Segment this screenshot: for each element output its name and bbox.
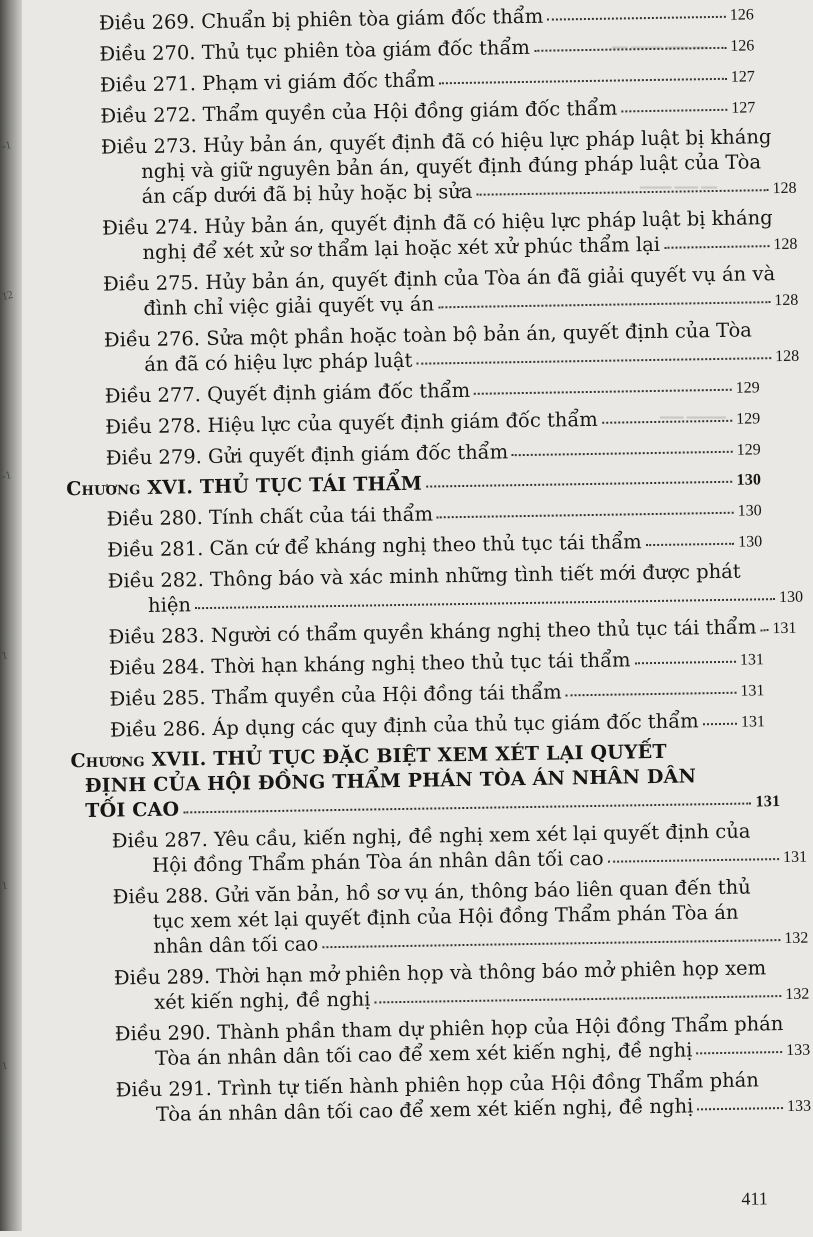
spine-mark: 1	[0, 1059, 9, 1073]
toc-page-number: 128	[772, 179, 797, 198]
toc-page-number: 132	[785, 985, 810, 1003]
toc-article	[103, 317, 800, 380]
toc-line-text: Điều 286. Áp dụng các quy định của thủ tục giám đốc thẩm	[109, 709, 699, 742]
toc-page-number: 130	[737, 502, 762, 520]
toc-article	[111, 818, 808, 881]
toc-line-text: án đã có hiệu lực pháp luật	[144, 348, 413, 376]
toc-article	[102, 261, 799, 324]
dot-leader	[602, 420, 732, 424]
dot-leader	[664, 245, 769, 249]
dot-leader	[534, 47, 726, 52]
toc-line-text: Điều 275. Hủy bản án, quyết định của Tòa án đã giải quyết vụ án và	[102, 262, 776, 296]
toc-line-text: Điều 271. Phạm vi giám đốc thẩm	[99, 68, 436, 97]
dot-leader	[697, 1107, 783, 1110]
dot-leader	[416, 357, 771, 365]
toc-line-text: Điều 272. Thẩm quyền của Hội đồng giám đốc thẩm	[100, 96, 618, 128]
dot-leader	[696, 1051, 782, 1054]
toc-line-text: Điều 279. Gửi quyết định giám đốc thẩm	[105, 440, 509, 470]
toc-page-number: 131	[740, 713, 766, 731]
dot-leader	[608, 858, 779, 863]
toc-page-number: 128	[774, 291, 799, 310]
toc-page-number: 129	[736, 441, 761, 459]
toc-line-text: nhân dân tối cao	[153, 932, 319, 958]
toc-page-number: 133	[785, 1041, 811, 1059]
toc-page-number: 127	[730, 68, 755, 86]
toc-line-text: tục xem xét lại quyết định của Hội đồng Thẩm phán Tòa án	[152, 900, 739, 933]
toc-line-text: Điều 276. Sửa một phần hoặc toàn bộ bản án, quyết định của Tòa	[103, 318, 753, 352]
dot-leader	[195, 598, 775, 609]
toc-line-text: nghị để xét xử sơ thẩm lại hoặc xét xử phúc thẩm lại	[142, 232, 661, 265]
dot-leader	[703, 723, 737, 726]
toc-page-number: 129	[736, 410, 761, 428]
spine-mark: -1	[0, 139, 13, 153]
toc-line-text: Điều 273. Hủy bản án, quyết định đã có hiệu lực pháp luật bị kháng	[100, 125, 772, 159]
toc-page-number: 130	[778, 588, 804, 607]
page-number: 411	[741, 1188, 768, 1209]
toc-page-number: 127	[731, 99, 756, 117]
toc-page-number: 131	[755, 793, 781, 811]
toc-chapter	[70, 738, 793, 825]
dot-leader	[635, 661, 736, 665]
toc-line-text: đình chỉ việc giải quyết vụ án	[143, 292, 435, 320]
toc-line-text: Điều 280. Tính chất của tái thẩm	[106, 502, 434, 531]
dot-leader	[566, 692, 737, 697]
toc-page-number: 128	[773, 235, 798, 254]
toc-article	[115, 1067, 812, 1130]
toc-page-number: 130	[738, 533, 763, 551]
toc-article	[113, 955, 810, 1018]
toc-article	[112, 874, 809, 962]
toc-page-number: 131	[740, 682, 765, 700]
toc-line-text: Hội đồng Thẩm phán Tòa án nhân dân tối cao	[151, 846, 604, 877]
toc-line-text: TỐI CAO	[85, 798, 180, 822]
bleed-through-text: ━━ ━━━━ ━━━ ━━	[612, 40, 708, 55]
toc-page-number: 132	[784, 929, 809, 948]
toc-line-text: Chương XVII. THỦ TỤC ĐẶC BIỆT XEM XÉT LẠI QUYẾT	[70, 740, 667, 773]
toc-page-number: 126	[730, 37, 755, 55]
dot-leader	[512, 451, 733, 456]
dot-leader	[474, 389, 732, 395]
spine-mark: 1	[0, 879, 9, 893]
toc-page-number: 131	[739, 651, 765, 669]
dot-leader	[374, 995, 781, 1003]
toc-article	[107, 558, 804, 621]
dot-leader	[426, 481, 733, 488]
dot-leader	[439, 78, 727, 85]
toc-page-number: 131	[772, 619, 797, 638]
toc-page-number: 130	[736, 471, 762, 489]
toc-page-number: 129	[735, 379, 760, 397]
toc-line-text: xét kiến nghị, đề nghị	[154, 987, 371, 1014]
dot-leader	[621, 109, 727, 113]
toc-line-text: án cấp dưới đã bị hủy hoặc bị sửa	[141, 179, 473, 209]
dot-leader	[547, 16, 726, 21]
toc-article	[100, 124, 797, 212]
toc-line-text: Điều 270. Thủ tục phiên tòa giám đốc thẩm	[99, 35, 531, 66]
toc-line-text: Điều 277. Quyết định giám đốc thẩm	[104, 378, 471, 408]
toc-line-text: Tòa án nhân dân tối cao để xem xét kiến nghị, đề nghị	[155, 1094, 694, 1126]
toc-line-text: Tòa án nhân dân tối cao để xem xét kiến nghị, đề nghị	[154, 1038, 693, 1070]
toc-page-number: 128	[775, 347, 800, 366]
toc-line-text: Điều 291. Trình tự tiến hành phiên họp của Hội đồng Thẩm phán	[115, 1068, 760, 1102]
toc-line-text: Điều 290. Thành phần tham dự phiên họp của Hội đồng Thẩm phán	[114, 1012, 784, 1046]
dot-leader	[646, 543, 734, 546]
spine-mark: -1	[0, 469, 13, 483]
toc-line-text: Điều 285. Thẩm quyền của Hội đồng tái thẩm	[109, 680, 562, 711]
bleed-through-text: ━━━━ ━━━ ━━	[640, 180, 717, 195]
toc-line-text: Điều 289. Thời hạn mở phiên họp và thông báo mở phiên họp xem	[113, 956, 767, 990]
toc-line-text: Điều 278. Hiệu lực của quyết định giám đốc thẩm	[105, 407, 599, 439]
toc-page-number: 131	[782, 848, 808, 867]
toc-line-text: Điều 274. Hủy bản án, quyết định đã có hiệu lực pháp luật bị kháng	[101, 206, 773, 240]
toc-article	[101, 205, 798, 268]
toc-line-text: Điều 284. Thời hạn kháng nghị theo thủ tục tái thẩm	[108, 648, 631, 680]
toc-line-text: Điều 288. Gửi văn bản, hồ sơ vụ án, thông báo liên quan đến thủ	[112, 875, 751, 909]
toc-line-text: nghị và giữ nguyên bản án, quyết định đúng pháp luật của Tòa	[141, 150, 762, 184]
toc-line-text: Điều 287. Yêu cầu, kiến nghị, đề nghị xem xét lại quyết định của	[111, 819, 751, 853]
toc-page-number: 133	[786, 1097, 812, 1115]
dot-leader	[183, 803, 751, 814]
toc-line-text: Điều 269. Chuẩn bị phiên tòa giám đốc thẩm	[98, 4, 544, 35]
bleed-through-text: ━━━ ━━━━━	[660, 410, 726, 425]
spine-mark: 1	[0, 649, 9, 663]
toc-article	[114, 1011, 811, 1074]
toc-line-text: hiện	[147, 593, 192, 617]
toc-line-text: Chương XVI. THỦ TỤC TÁI THẨM	[66, 472, 423, 501]
dot-leader	[438, 301, 770, 308]
dot-leader	[322, 939, 780, 948]
spine-mark: 12	[0, 288, 15, 304]
toc-line-text: ĐỊNH CỦA HỘI ĐỒNG THẨM PHÁN TÒA ÁN NHÂN DÂN	[84, 765, 697, 797]
toc-page-number: 126	[729, 6, 754, 24]
toc-line-text: Điều 283. Người có thẩm quyền kháng nghị theo thủ tục tái thẩm	[108, 615, 757, 649]
dot-leader	[437, 512, 734, 519]
dot-leader	[477, 189, 769, 196]
toc-line-text: Điều 282. Thông báo và xác minh những tình tiết mới được phát	[107, 559, 741, 593]
toc-line-text: Điều 281. Căn cứ để kháng nghị theo thủ tục tái thẩm	[106, 530, 642, 562]
dot-leader	[760, 629, 768, 631]
